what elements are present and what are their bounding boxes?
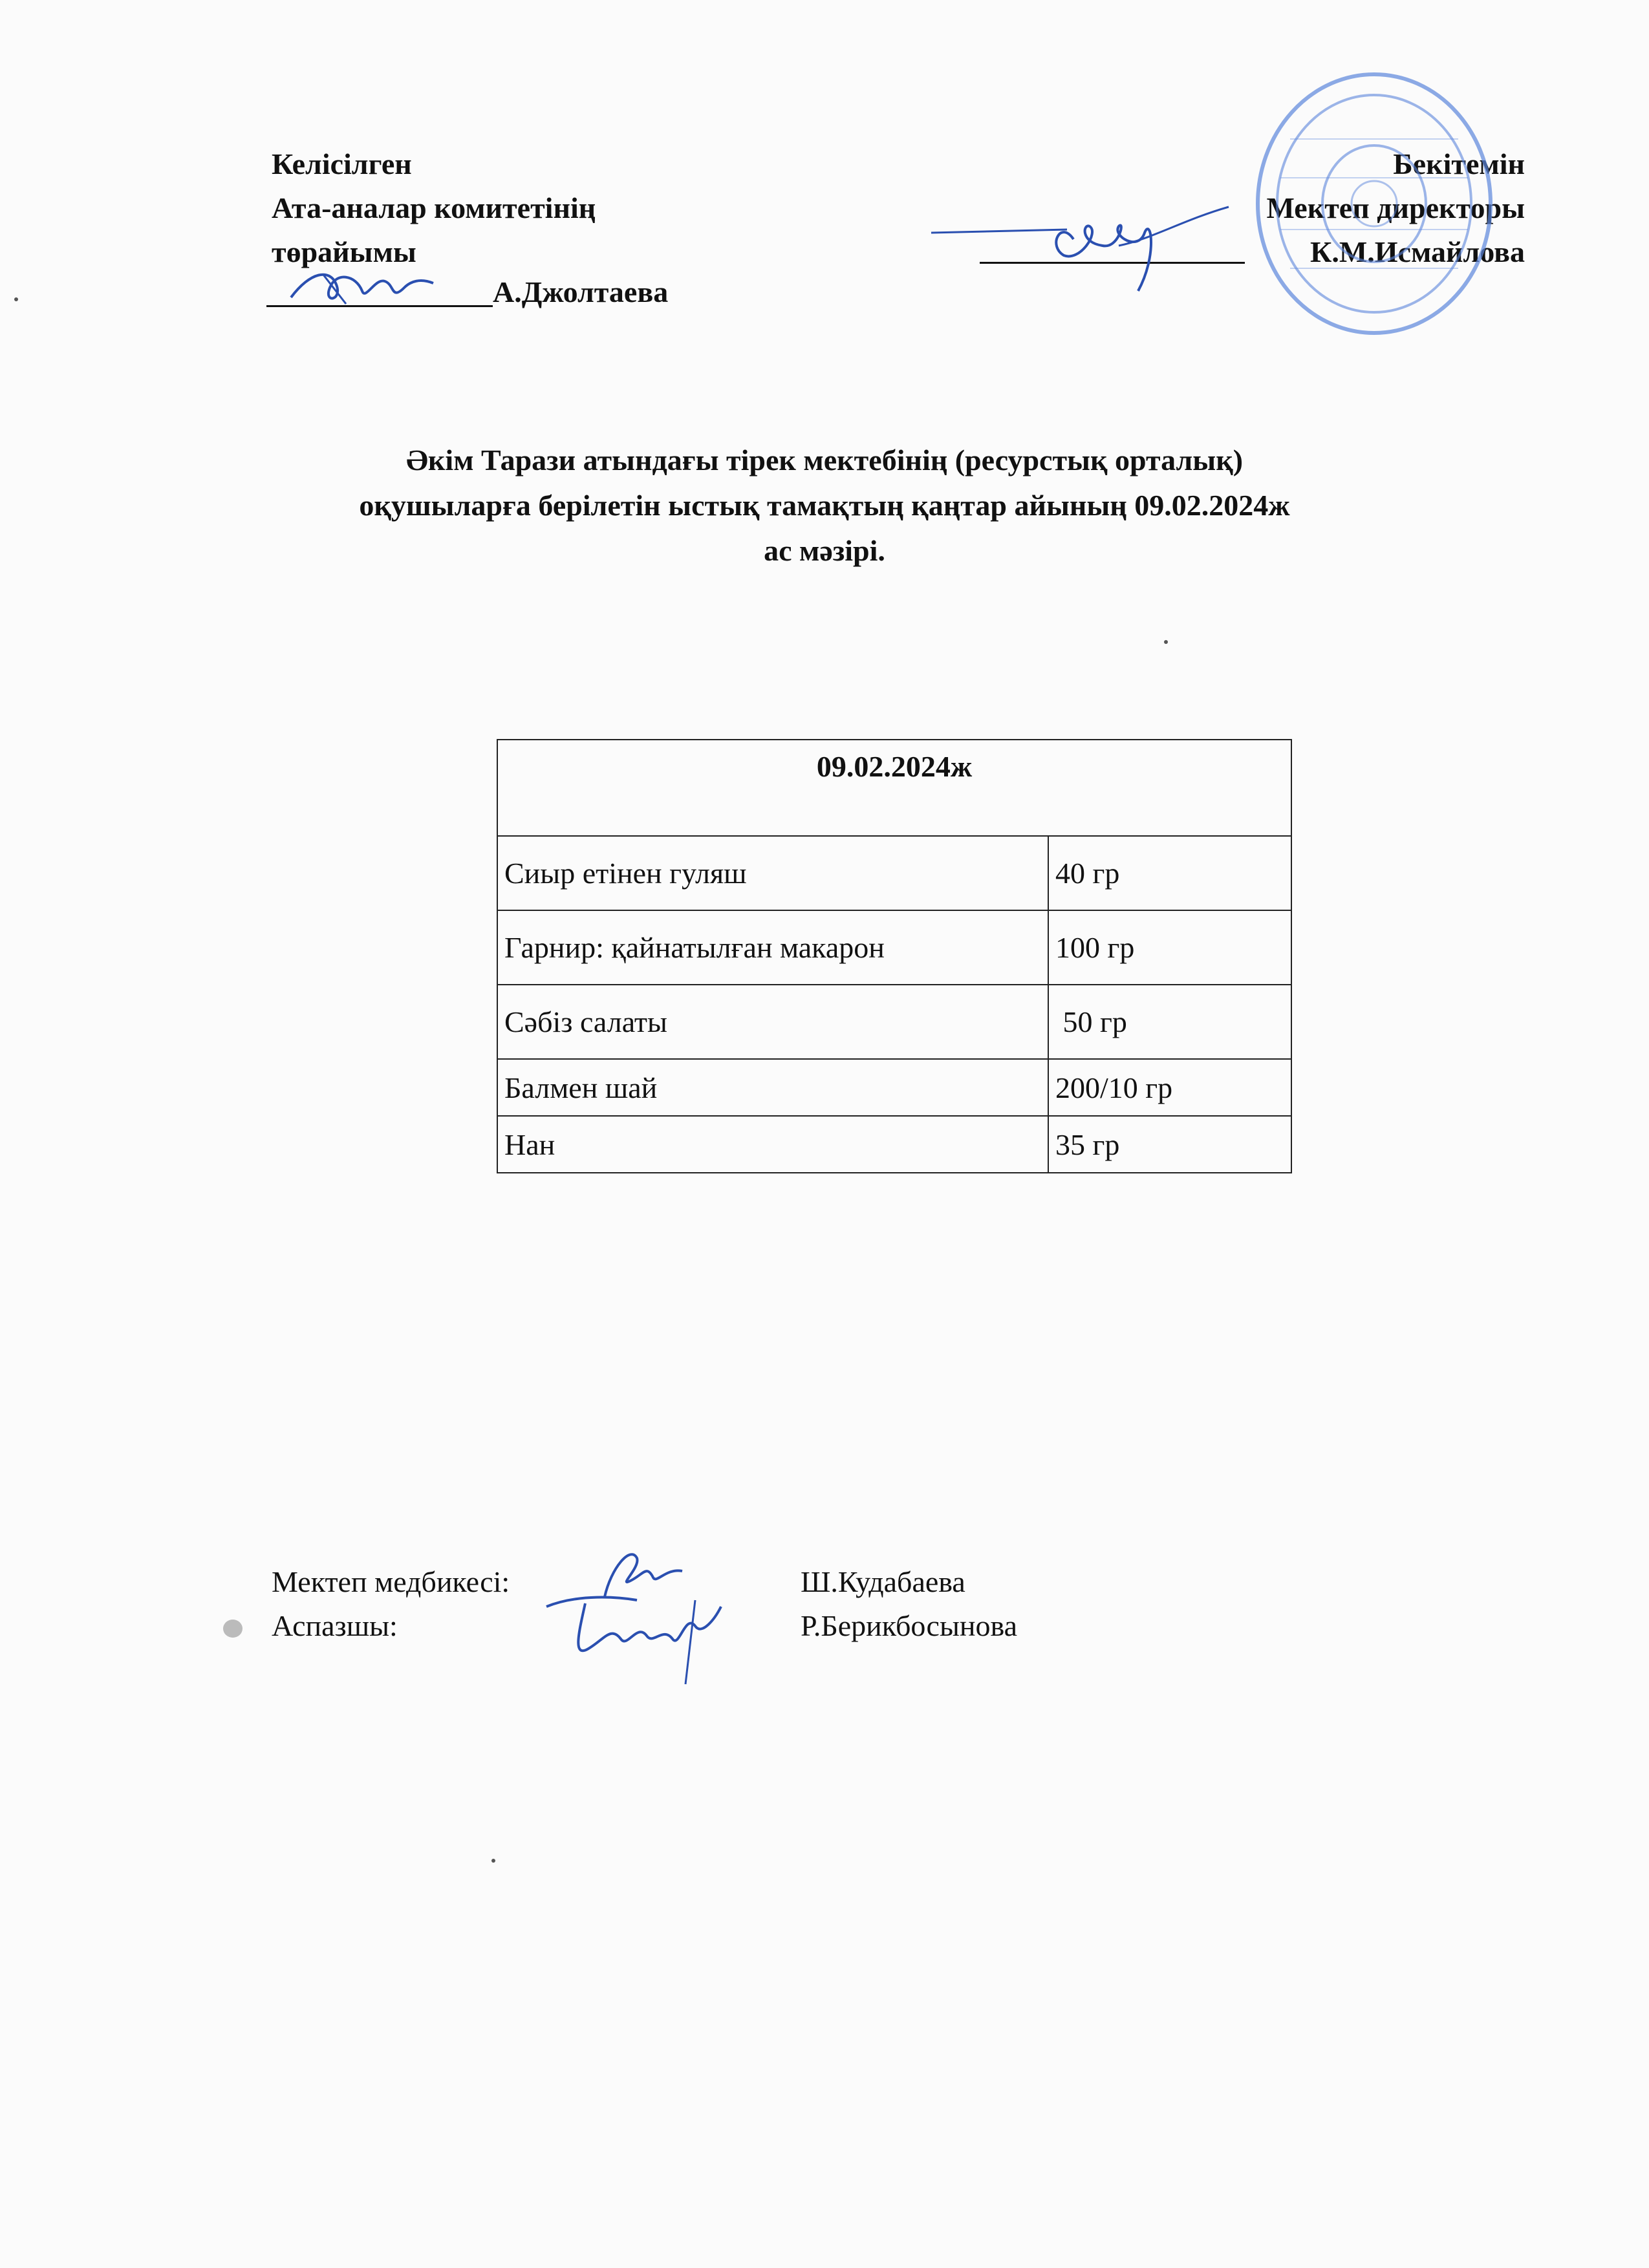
document-title-line3: ас мәзірі. <box>764 534 885 567</box>
amount-cell: 200/10 гр <box>1048 1059 1291 1116</box>
dish-cell: Сәбіз салаты <box>497 985 1048 1059</box>
left-signature <box>285 259 440 317</box>
amount-cell: 40 гр <box>1048 836 1291 910</box>
amount-cell: 35 гр <box>1048 1116 1291 1173</box>
table-row <box>497 910 1291 985</box>
approval-right-line2: Мектеп директоры <box>1266 191 1525 224</box>
amount-cell: 100 гр <box>1048 910 1291 985</box>
nurse-name: Ш.Кудабаева <box>801 1565 965 1598</box>
dish-cell: Гарнир: қайнатылған макарон <box>497 910 1048 985</box>
dish-cell: Сиыр етінен гуляш <box>497 836 1048 910</box>
nurse-label: Мектеп медбикесі: <box>272 1565 510 1598</box>
school-stamp <box>1251 61 1497 346</box>
scan-speck <box>1164 640 1168 644</box>
cook-name: Р.Берикбосынова <box>801 1609 1018 1642</box>
table-header-date: 09.02.2024ж <box>497 740 1291 836</box>
table-header-row <box>497 740 1291 836</box>
menu-table <box>497 739 1292 1173</box>
approval-right-line1: Бекітемін <box>1393 147 1525 180</box>
approval-left-line1: Келісілген <box>272 147 412 180</box>
cook-signature <box>540 1587 727 1697</box>
document-title-line2: оқушыларға берілетін ыстық тамақтың қаңтар айының 09.02.2024ж <box>359 489 1290 522</box>
approval-left-name: А.Джолтаева <box>493 275 669 308</box>
scan-speck <box>14 297 18 301</box>
scan-speck <box>491 1859 495 1863</box>
cook-label: Аспазшы: <box>272 1609 398 1642</box>
approval-left-line2: Ата-аналар комитетінің <box>272 191 596 224</box>
table-row <box>497 1116 1291 1173</box>
approval-left-line3: төрайымы <box>272 235 416 268</box>
amount-cell: 50 гр <box>1048 985 1291 1059</box>
table-row <box>497 836 1291 910</box>
scan-smudge <box>223 1620 242 1638</box>
table-row <box>497 985 1291 1059</box>
dish-cell: Балмен шай <box>497 1059 1048 1116</box>
dish-cell: Нан <box>497 1116 1048 1173</box>
table-row <box>497 1059 1291 1116</box>
approval-right-name: К.М.Исмайлова <box>1310 235 1525 268</box>
director-signature <box>925 194 1235 304</box>
document-title-line1: Әкім Тарази атындағы тірек мектебінің (ресурстық орталық) <box>405 444 1244 476</box>
